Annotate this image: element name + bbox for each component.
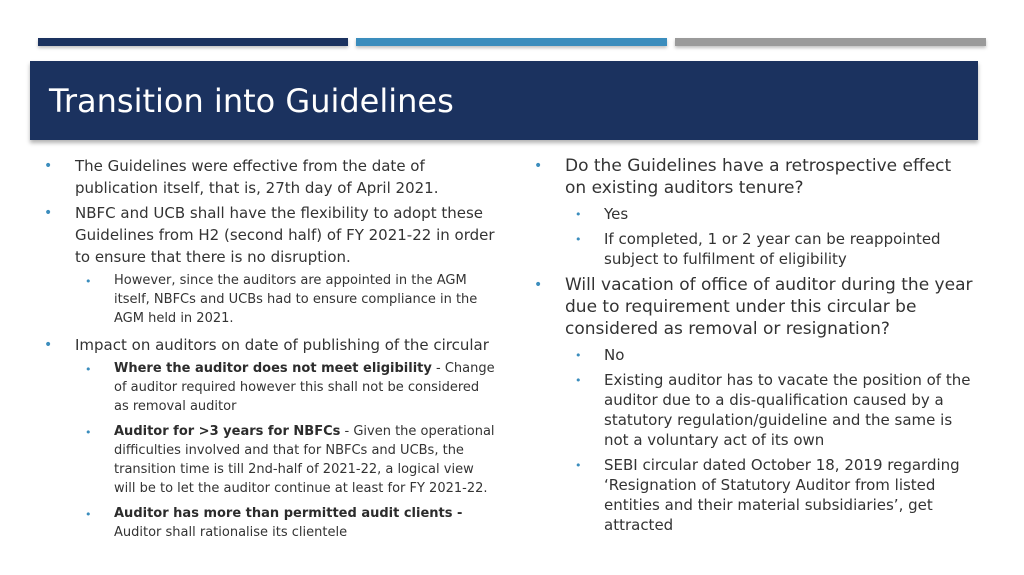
- bullet-icon: •: [44, 158, 53, 174]
- bullet-icon: •: [575, 233, 582, 246]
- bullet-text: Existing auditor has to vacate the position of the auditor due to a dis-qualification caused by a statutory regulation/guideline and the same is not a voluntary act of its own: [604, 371, 971, 449]
- question-retrospective: [534, 155, 974, 199]
- bullet-text: No: [604, 346, 625, 364]
- bullet-text: Yes: [604, 205, 629, 223]
- title-banner: [30, 61, 978, 140]
- bullet-text: - Given the operational difficulties involved and that for NBFCs and UCBs, the transition time is till 2nd-half of 2021-22, a logical view will be to let the auditor continue at least for FY 2021-22.: [114, 424, 495, 496]
- answer-disqualification: [534, 370, 974, 450]
- bullet-icon: •: [575, 349, 582, 362]
- sub-bullet-eligibility: [44, 359, 496, 416]
- slide-title: Transition into Guidelines: [49, 82, 454, 120]
- bullet-text: Will vacation of office of auditor during the year due to requirement under this circular be considered as removal or resignation?: [565, 275, 973, 339]
- answer-reappoint: [534, 229, 974, 269]
- bullet-text: Do the Guidelines have a retrospective effect on existing auditors tenure?: [565, 156, 952, 198]
- bullet-icon: •: [85, 275, 92, 288]
- bullet-flexibility: [44, 202, 496, 268]
- bullet-icon: •: [534, 277, 543, 293]
- bullet-text: Auditor shall rationalise its clientele: [114, 525, 348, 540]
- accent-bar-navy: [38, 38, 348, 46]
- bullet-bold-lead: Auditor for >3 years for NBFCs: [114, 424, 341, 439]
- bullet-effective-date: [44, 155, 496, 199]
- bullet-icon: •: [575, 374, 582, 387]
- bullet-text: However, since the auditors are appointed in the AGM itself, NBFCs and UCBs had to ensure compliance in the AGM held in 2021.: [114, 273, 478, 326]
- accent-bar-gray: [675, 38, 986, 46]
- bullet-icon: •: [85, 508, 92, 521]
- bullet-icon: •: [575, 208, 582, 221]
- left-column: [44, 155, 496, 548]
- bullet-icon: •: [534, 158, 543, 174]
- bullet-text: SEBI circular dated October 18, 2019 regarding ‘Resignation of Statutory Auditor from listed entities and their material subsidiaries’, get attracted: [604, 456, 960, 534]
- answer-no: [534, 345, 974, 365]
- bullet-icon: •: [85, 426, 92, 439]
- bullet-impact: [44, 334, 496, 356]
- bullet-text: Impact on auditors on date of publishing of the circular: [75, 336, 489, 354]
- bullet-bold-lead: Auditor has more than permitted audit clients -: [114, 506, 463, 521]
- answer-yes: [534, 204, 974, 224]
- bullet-text: If completed, 1 or 2 year can be reappointed subject to fulfilment of eligibility: [604, 230, 941, 268]
- bullet-text: The Guidelines were effective from the date of publication itself, that is, 27th day of April 2021.: [75, 157, 439, 197]
- sub-bullet-tenure: [44, 422, 496, 498]
- right-column: [534, 155, 974, 540]
- sub-bullet-agm: [44, 271, 496, 328]
- bullet-bold-lead: Where the auditor does not meet eligibility: [114, 361, 432, 376]
- bullet-text: NBFC and UCB shall have the flexibility to adopt these Guidelines from H2 (second half) of FY 2021-22 in order to ensure that there is no disruption.: [75, 204, 495, 266]
- accent-bar-blue: [356, 38, 667, 46]
- answer-sebi-circular: [534, 455, 974, 535]
- bullet-text: - Change of auditor required however this shall not be considered as removal auditor: [114, 361, 495, 414]
- question-vacation: [534, 274, 974, 340]
- bullet-icon: •: [44, 205, 53, 221]
- sub-bullet-clients: [44, 504, 496, 542]
- bullet-icon: •: [575, 459, 582, 472]
- bullet-icon: •: [85, 363, 92, 376]
- bullet-icon: •: [44, 337, 53, 353]
